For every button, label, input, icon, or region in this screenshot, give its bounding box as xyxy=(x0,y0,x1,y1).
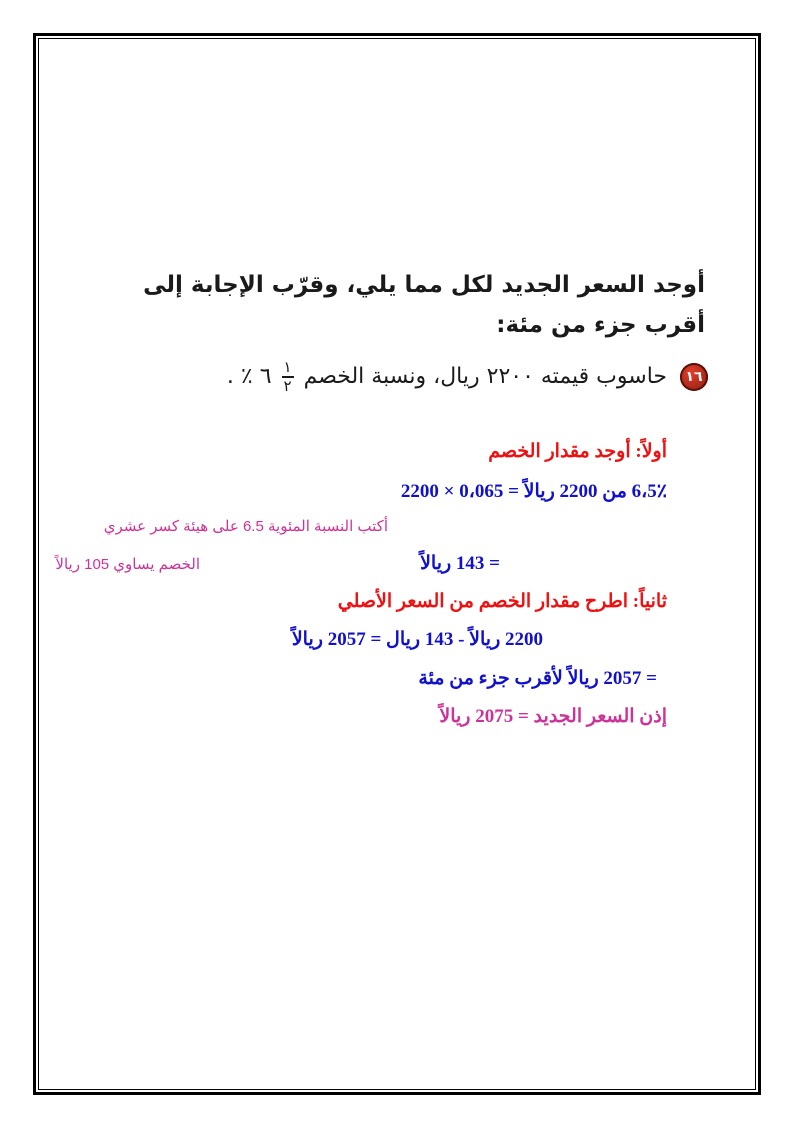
question-number-badge: ١٦ xyxy=(680,363,708,391)
step1-equation: 6،5٪ من 2200 ريالاً = 0،065 × 2200 xyxy=(400,481,667,502)
question-line-1: أوجد السعر الجديد لكل مما يلي، وقرّب الإجابة إلى xyxy=(143,272,705,298)
question-line-2: أقرب جزء من مئة: xyxy=(496,312,705,338)
question-item-text: حاسوب قيمته ٢٢٠٠ ريال، ونسبة الخصم xyxy=(303,364,667,389)
step2-equation: 2200 ريالاً - 143 ريال = 2057 ريالاً xyxy=(291,629,543,650)
fraction-denominator: ٢ xyxy=(283,377,292,395)
question-item xyxy=(227,360,708,394)
note-discount: الخصم يساوي 105 ريالاً xyxy=(55,556,200,573)
mixed-fraction xyxy=(282,360,294,394)
question-item-percent: ٪ . xyxy=(226,364,253,389)
step1-title: أولاً: أوجد مقدار الخصم xyxy=(488,441,667,462)
result-143: = 143 ريالاً xyxy=(420,553,500,574)
result-2057: = 2057 ريالاً لأقرب جزء من مئة xyxy=(418,668,657,689)
fraction-whole: ٦ xyxy=(259,364,272,389)
final-answer: إذن السعر الجديد = 2075 ريالاً xyxy=(439,706,667,727)
note-decimal: أكتب النسبة المئوية 6.5 على هيئة كسر عشري xyxy=(103,518,388,535)
fraction-numerator: ١ xyxy=(283,358,292,376)
step2-title: ثانياً: اطرح مقدار الخصم من السعر الأصلي xyxy=(337,591,667,612)
